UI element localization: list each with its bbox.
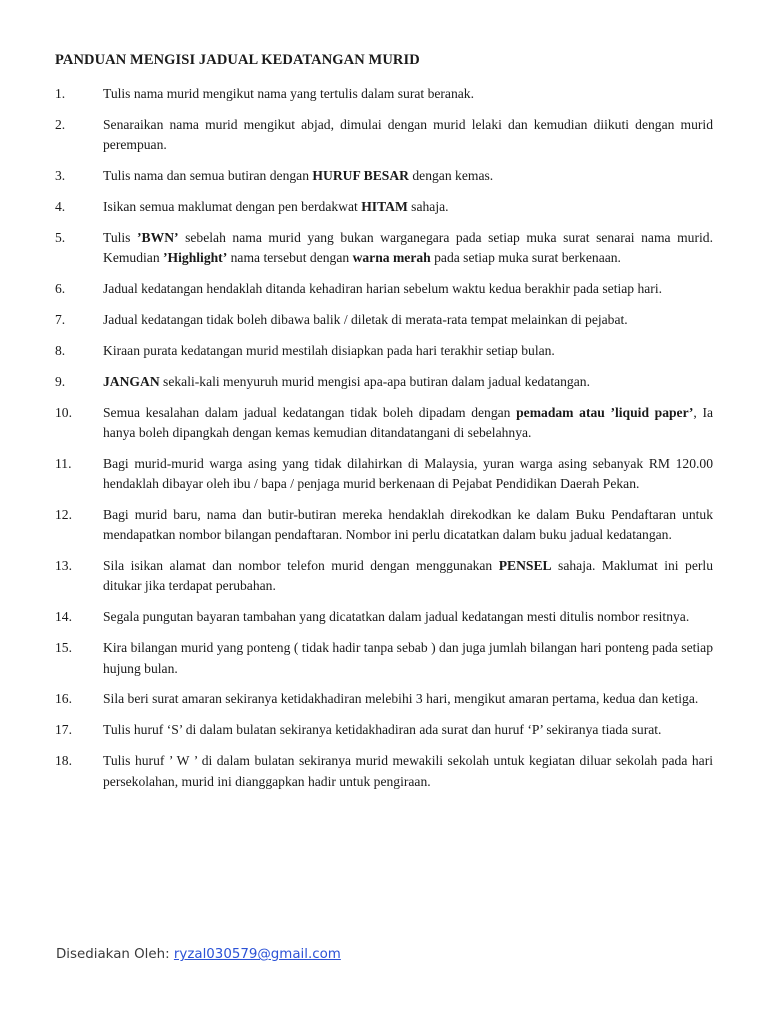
text-run: pada setiap muka surat berkenaan. [430,250,621,266]
list-item-text [103,751,713,792]
list-item-number: 13. [55,558,72,574]
list-item-number: 4. [55,198,66,214]
list-item-number: 1. [55,86,66,101]
list-item-number: 7. [55,311,66,327]
instruction-list [55,84,713,802]
list-item-text [103,372,713,392]
list-item-number: 5. [55,229,66,245]
text-run: Tulis nama dan semua butiran dengan [103,168,313,184]
text-run: Segala pungutan bayaran tambahan yang dicatatkan dalam jadual kedatangan mesti ditulis nombor resitnya. [103,609,690,625]
list-item-text [103,279,713,299]
text-run: , Ia hanya boleh dipangkah dengan kemas kemudian ditandatangani di sebelahnya. [103,404,714,440]
emphasis-text: warna merah [352,250,431,266]
text-run: Bagi murid-murid warga asing yang tidak dilahirkan di Malaysia, yuran warga asing sebanyak RM 120.00 hendaklah dibayar oleh ibu / bapa / penjaga murid berkenaan di Pejabat Pendidikan Daerah Pekan. [103,455,713,492]
text-run: dengan kemas. [408,168,494,184]
list-item [55,310,713,330]
footer [56,947,341,962]
text-run: nama tersebut dengan [227,250,353,266]
list-item-text [103,505,713,546]
emphasis-text: ’Highlight’ [163,250,228,266]
emphasis-text: pemadam atau ’liquid paper’ [516,404,694,420]
list-item-text [103,689,713,709]
text-run: Jadual kedatangan hendaklah ditanda kehadiran harian sebelum waktu kedua berakhir pada setiap hari. [103,281,663,297]
page-title: PANDUAN MENGISI JADUAL KEDATANGAN MURID [55,52,420,68]
text-run: Tulis [103,229,138,245]
text-run: Semua kesalahan dalam jadual kedatangan tidak boleh dipadam dengan [103,404,517,420]
text-run: sekali-kali menyuruh murid mengisi apa-apa butiran dalam jadual kedatangan. [159,373,590,389]
list-item-text [103,341,713,361]
emphasis-text: ’BWN’ [137,229,179,245]
emphasis-text: PENSEL [498,558,552,574]
list-item-number: 3. [55,168,66,184]
list-item-text [103,197,713,217]
list-item-number: 9. [55,373,66,389]
list-item-text [103,638,713,679]
list-item-number: 10. [55,404,72,420]
list-item-text [103,556,713,597]
list-item-text [103,228,713,269]
text-run: sebelah nama murid yang bukan warganegara pada setiap muka surat senarai nama murid. Kemudian [103,229,713,266]
list-item-text [103,403,713,444]
list-item [55,403,713,444]
list-item [55,751,713,792]
author-email-link[interactable]: ryzal030579@gmail.com [173,947,341,962]
list-item [55,638,713,679]
list-item [55,228,713,269]
footer-label: Disediakan Oleh: [56,947,174,962]
list-item [55,607,713,627]
text-run: Tulis nama murid mengikut nama yang tertulis dalam surat beranak. [103,86,474,101]
list-item [55,454,713,495]
list-item-number: 8. [55,342,66,358]
list-item [55,341,713,361]
text-run: sahaja. [407,198,449,214]
text-run: Kiraan purata kedatangan murid mestilah disiapkan pada hari terakhir setiap bulan. [103,342,555,358]
list-item [55,556,713,597]
list-item-text [103,310,713,330]
text-run: sahaja. Maklumat ini perlu ditukar jika terdapat perubahan. [103,558,713,594]
list-item-number: 12. [55,506,72,522]
emphasis-text: HITAM [361,198,408,214]
list-item-number: 15. [55,640,72,656]
list-item-text [103,166,713,186]
list-item-text [103,720,713,740]
list-item-number: 11. [55,455,72,471]
list-item-text [103,454,713,495]
text-run: Isikan semua maklumat dengan pen berdakwat [103,198,362,214]
list-item-text [103,84,713,104]
list-item-number: 16. [55,691,72,707]
text-run: Jadual kedatangan tidak boleh dibawa balik / diletak di merata-rata tempat melainkan di pejabat. [103,311,628,327]
list-item [55,720,713,740]
text-run: Sila beri surat amaran sekiranya ketidakhadiran melebihi 3 hari, mengikut amaran pertama, kedua dan ketiga. [103,691,699,707]
list-item-number: 2. [55,116,66,132]
list-item-number: 18. [55,753,72,769]
text-run: Kira bilangan murid yang ponteng ( tidak hadir tanpa sebab ) dan juga jumlah bilangan hari ponteng pada setiap hujung bulan. [103,640,713,676]
list-item [55,505,713,546]
text-run: Tulis huruf ’ W ’ di dalam bulatan sekiranya murid mewakili sekolah untuk kegiatan diluar sekolah pada hari persekolahan, murid ini dianggapkan hadir untuk pengiraan. [103,753,713,789]
list-item-text [103,607,713,627]
list-item [55,115,713,156]
text-run: Bagi murid baru, nama dan butir-butiran mereka hendaklah direkodkan ke dalam Buku Pendaftaran untuk mendapatkan nombor bilangan pendaftaran. Nombor ini perlu dicatatkan dalam buku jadual kedatangan. [103,506,713,543]
list-item [55,166,713,186]
emphasis-text: JANGAN [103,373,160,389]
list-item [55,689,713,709]
text-run: Tulis huruf ‘S’ di dalam bulatan sekiranya ketidakhadiran ada surat dan huruf ‘P’ sekiranya tiada surat. [103,722,662,738]
text-run: Sila isikan alamat dan nombor telefon murid dengan menggunakan [103,558,499,574]
list-item [55,197,713,217]
list-item-text [103,115,713,156]
list-item-number: 6. [55,281,66,297]
text-run: Senaraikan nama murid mengikut abjad, dimulai dengan murid lelaki dan kemudian diikuti dengan murid perempuan. [103,116,713,153]
list-item [55,279,713,299]
list-item-number: 14. [55,609,72,625]
list-item [55,84,713,104]
list-item [55,372,713,392]
emphasis-text: HURUF BESAR [312,168,409,184]
list-item-number: 17. [55,722,72,738]
